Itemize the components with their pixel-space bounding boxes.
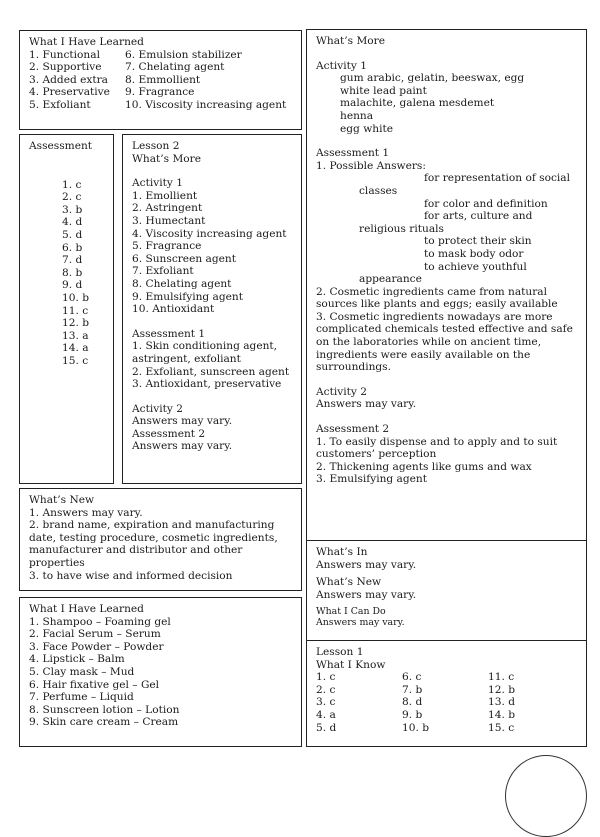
whats-in-text: Answers may vary. — [316, 558, 417, 571]
possible-line: to mask body odor — [424, 247, 524, 260]
whats-new-title: What’s New — [29, 494, 95, 506]
know-item: 2. c — [316, 683, 336, 696]
know-col-3 — [488, 671, 515, 734]
learned2-item: 9. Skin care cream – Cream — [29, 716, 179, 729]
learned-left-col — [29, 49, 110, 112]
whats-new-line: manufacturer and distributor and other — [29, 544, 243, 557]
answer3-line: on the laboratories while on ancient time, — [316, 336, 542, 349]
learned-right-col — [125, 49, 286, 112]
answer-item: 3. b — [62, 203, 83, 216]
answer3-line: 3. Cosmetic ingredients nowadays are more — [316, 310, 553, 323]
possible-line: for color and definition — [424, 197, 548, 210]
learned-item: 8. Emmollient — [125, 73, 201, 86]
know-item: 3. c — [316, 696, 336, 709]
possible-line: to protect their skin — [424, 235, 532, 248]
lesson1-heading: Lesson 1 — [316, 646, 364, 658]
activity1-item: 7. Exfoliant — [132, 265, 194, 278]
answer-item: 8. b — [62, 266, 83, 279]
activity1-item: 5. Fragrance — [132, 240, 202, 253]
assessment1-item: 1. Skin conditioning agent, — [132, 340, 278, 353]
possible-line: for arts, culture and — [424, 210, 533, 223]
know-item: 8. d — [402, 696, 423, 709]
learned-box-1 — [19, 30, 302, 130]
answer-item: 12. b — [62, 317, 89, 330]
possible-line: appearance — [359, 273, 422, 286]
activity2-title: Activity 2 — [132, 402, 183, 415]
know-item: 9. b — [402, 708, 423, 721]
answer-item: 1. c — [62, 178, 82, 191]
assessment-box — [19, 134, 114, 484]
answer-item: 7. d — [62, 254, 83, 267]
whats-new-title: What’s New — [316, 576, 382, 589]
learned2-item: 2. Facial Serum – Serum — [29, 628, 161, 641]
learned-item: 3. Added extra — [29, 73, 108, 86]
answer-item: 15. c — [62, 354, 89, 367]
answer2-line: sources like plants and eggs; easily available — [316, 298, 558, 311]
learned2-title: What I Have Learned — [29, 603, 144, 615]
activity1-item: gum arabic, gelatin, beeswax, egg — [340, 72, 525, 85]
answer-item: 13. a — [62, 329, 89, 342]
activity1-item: egg white — [340, 122, 394, 135]
whats-new-line: 2. brand name, expiration and manufacturing — [29, 519, 275, 532]
learned-item: 4. Preservative — [29, 86, 110, 99]
activity1-item: 9. Emulsifying agent — [132, 290, 244, 303]
activity2-text: Answers may vary. — [316, 398, 417, 411]
answer-item: 14. a — [62, 342, 89, 355]
activity1-item: 1. Emollient — [132, 189, 198, 202]
learned-item: 6. Emulsion stabilizer — [125, 48, 242, 61]
activity1-item: white lead paint — [340, 84, 427, 97]
activity1-title: Activity 1 — [316, 59, 367, 72]
whats-new-line: 3. to have wise and informed decision — [29, 569, 233, 582]
lesson1-box — [306, 640, 587, 747]
what-i-can-do-text: Answers may vary. — [316, 617, 405, 629]
assessment2-title: Assessment 2 — [316, 423, 390, 436]
learned-item: 2. Supportive — [29, 61, 102, 74]
whats-in-box — [306, 540, 587, 641]
learned-item: 7. Chelating agent — [125, 61, 225, 74]
answer-item: 6. b — [62, 241, 83, 254]
activity1-item: 3. Humectant — [132, 214, 206, 227]
whats-in-title: What’s In — [316, 546, 368, 558]
know-item: 11. c — [488, 671, 515, 684]
assessment-list — [29, 179, 105, 368]
learned2-item: 8. Sunscreen lotion – Lotion — [29, 703, 180, 716]
whats-new-text: Answers may vary. — [316, 588, 417, 601]
activity1-item: 4. Viscosity increasing agent — [132, 227, 287, 240]
know-item: 6. c — [402, 671, 422, 684]
learned-item: 9. Fragrance — [125, 86, 195, 99]
assessment1-item: astringent, exfoliant — [132, 352, 241, 365]
assessment2-line: 3. Emulsifying agent — [316, 473, 428, 486]
assessment1-item: 2. Exfoliant, sunscreen agent — [132, 365, 290, 378]
answer-item: 5. d — [62, 228, 83, 241]
possible-line: classes — [359, 184, 398, 197]
know-col-1 — [316, 671, 336, 734]
activity1-item: 2. Astringent — [132, 202, 203, 215]
activity1-item: henna — [340, 109, 374, 122]
know-item: 5. d — [316, 721, 337, 734]
learned2-item: 3. Face Powder – Powder — [29, 640, 164, 653]
activity2-title: Activity 2 — [316, 385, 367, 398]
what-i-know-title: What I Know — [316, 658, 386, 671]
assessment2-line: customers’ perception — [316, 448, 437, 461]
assessment2-line: 1. To easily dispense and to apply and to suit — [316, 435, 558, 448]
lesson2-heading: Lesson 2 — [132, 140, 180, 152]
know-item: 12. b — [488, 683, 515, 696]
possible-line: religious rituals — [359, 222, 444, 235]
activity1-title: Activity 1 — [132, 177, 183, 190]
whats-new-line: date, testing procedure, cosmetic ingredients, — [29, 531, 278, 544]
activity1-item: malachite, galena mesdemet — [340, 97, 495, 110]
learned2-item: 1. Shampoo – Foaming gel — [29, 615, 171, 628]
learned-box-2 — [19, 597, 302, 747]
assessment1-title: Assessment 1 — [132, 327, 206, 340]
learned-title: What I Have Learned — [29, 36, 144, 48]
answer-item: 11. c — [62, 304, 89, 317]
learned2-item: 4. Lipstick – Balm — [29, 653, 125, 666]
assessment2-title: Assessment 2 — [132, 427, 206, 440]
activity1-list — [316, 72, 578, 135]
lesson2-box — [122, 134, 302, 484]
learned2-item: 7. Perfume – Liquid — [29, 691, 134, 704]
whats-new-line: properties — [29, 556, 85, 569]
assessment2-text: Answers may vary. — [132, 440, 233, 453]
activity1-item: 8. Chelating agent — [132, 277, 232, 290]
know-item: 4. a — [316, 708, 336, 721]
answer-item: 9. d — [62, 279, 83, 292]
assessment2-line: 2. Thickening agents like gums and wax — [316, 460, 532, 473]
answer3-line: complicated chemicals tested effective and safe — [316, 323, 573, 336]
answer-item: 10. b — [62, 291, 89, 304]
assessment1-item: 3. Antioxidant, preservative — [132, 378, 282, 391]
seal-outline — [505, 755, 587, 837]
answer2-line: 2. Cosmetic ingredients came from natural — [316, 285, 547, 298]
know-item: 10. b — [402, 721, 429, 734]
know-item: 13. d — [488, 696, 515, 709]
activity1-item: 6. Sunscreen agent — [132, 252, 236, 265]
assessment-title: Assessment — [29, 140, 93, 152]
know-item: 7. b — [402, 683, 423, 696]
learned2-item: 5. Clay mask – Mud — [29, 665, 135, 678]
activity1-item: 10. Antioxidant — [132, 303, 215, 316]
answer3-line: ingredients were easily available on the — [316, 348, 531, 361]
know-item: 14. b — [488, 708, 515, 721]
assessment1-title: Assessment 1 — [316, 147, 390, 160]
whats-more-box — [306, 29, 587, 541]
learned-item: 5. Exfoliant — [29, 98, 91, 111]
possible-answers: 1. Possible Answers: — [316, 159, 426, 172]
what-i-can-do-title: What I Can Do — [316, 606, 386, 618]
whats-new-line: 1. Answers may vary. — [29, 506, 143, 519]
learned2-item: 6. Hair fixative gel – Gel — [29, 678, 160, 691]
answer-item: 4. d — [62, 216, 83, 229]
know-item: 1. c — [316, 671, 336, 684]
lesson2-whats-more: What’s More — [132, 152, 202, 165]
answer3-line: surroundings. — [316, 361, 391, 374]
learned-item: 10. Viscosity increasing agent — [125, 98, 287, 111]
learned-item: 1. Functional — [29, 48, 100, 61]
know-col-2 — [402, 671, 429, 734]
activity2-text: Answers may vary. — [132, 415, 233, 428]
whats-more-title: What’s More — [316, 35, 386, 47]
possible-line: for representation of social — [424, 172, 571, 185]
answer-item: 2. c — [62, 191, 82, 204]
whats-new-box — [19, 488, 302, 591]
know-item: 15. c — [488, 721, 515, 734]
possible-line: to achieve youthful — [424, 260, 527, 273]
